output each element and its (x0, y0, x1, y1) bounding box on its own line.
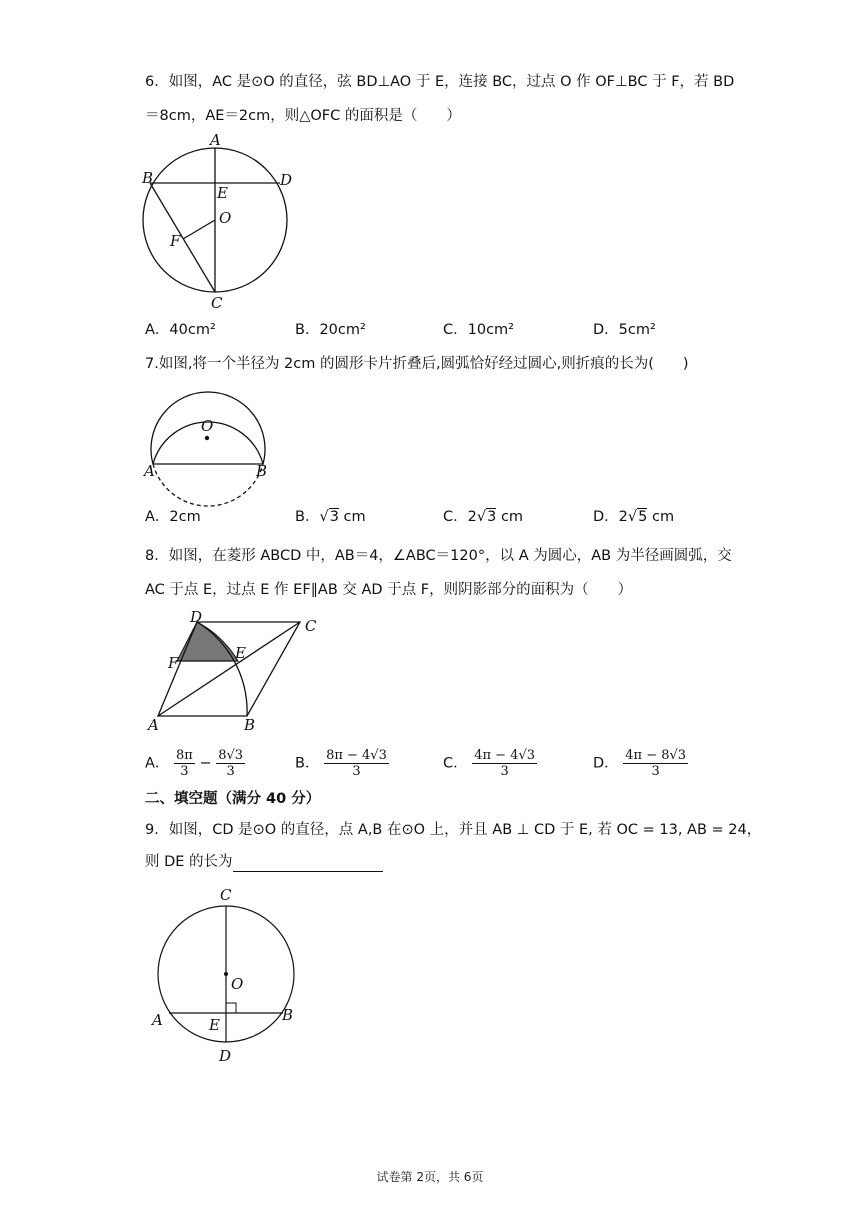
q9-label-e: E (209, 1016, 220, 1034)
q6-option-a: A．40cm² (145, 322, 216, 338)
q7-label-a: A (144, 462, 155, 480)
q8-label-b: B (244, 716, 256, 734)
q6-label-f: F (170, 232, 181, 250)
q8-label-d: D (190, 608, 203, 626)
q8-label-c: C (305, 617, 317, 635)
q7-option-c-coef: 2 (467, 509, 477, 525)
q8-diagonal-ac (158, 622, 300, 716)
q6-text-line1: 6．如图，AC 是⊙O 的直径，弦 BD⊥AO 于 E，连接 BC，过点 O 作 OF⊥BC 于 F，若 BD (145, 74, 735, 90)
q7-option-b-unit: cm (338, 509, 366, 525)
q8-option-b (295, 748, 389, 779)
q9-text-line2-label: 则 DE 的长为 (145, 854, 233, 870)
q8-text-line1: 8．如图，在菱形 ABCD 中，AB＝4，∠ABC＝120°，以 A 为圆心，AB 为半径画圆弧，交 (145, 548, 732, 564)
q7-folded-circle-diagram (140, 378, 280, 498)
q8-text-line2: AC 于点 E，过点 E 作 EF∥AB 交 AD 于点 F，则阴影部分的面积为（ ） (145, 582, 633, 598)
q9-label-a: A (152, 1011, 163, 1029)
q7-option-d-radicand: 5 (638, 509, 648, 525)
q8-option-b-prefix: B． (295, 755, 320, 772)
q6-segment-of (183, 220, 215, 239)
section-2-heading: 二、填空题（满分 40 分） (145, 791, 321, 807)
q8-option-d (593, 748, 688, 779)
q7-option-c: C．2√3 cm (443, 509, 524, 525)
q7-label-b: B (256, 462, 268, 480)
q7-option-d: D．2√5 cm (593, 509, 675, 525)
q8-option-c-prefix: C． (443, 755, 468, 772)
q7-option-c-prefix: C． (443, 509, 468, 525)
q7-center-point (205, 436, 209, 440)
page-footer: 试卷第 2页，共 6页 (376, 1170, 484, 1184)
q8-option-a-frac1: $\frac{8\pi}{3}$ (176, 748, 193, 779)
q6-label-o: O (219, 209, 232, 227)
q9-circle-diagram (145, 882, 315, 1067)
q7-option-b-prefix: B． (295, 509, 320, 525)
q8-shaded-region (177, 622, 238, 661)
q7-option-c-unit: cm (496, 509, 524, 525)
q6-label-d: D (280, 171, 293, 189)
q7-option-c-radicand: 3 (487, 509, 497, 525)
q7-option-b-radicand: 3 (329, 509, 339, 525)
q8-option-a (145, 748, 245, 779)
q8-option-a-frac2: $\frac{8√3}{3}$ (218, 748, 244, 779)
q6-label-e: E (217, 184, 228, 202)
q6-option-c: C．10cm² (443, 322, 514, 338)
q9-right-angle-mark (226, 1003, 236, 1013)
q8-option-c-frac: $\frac{4\pi - 4√3}{3}$ (474, 748, 536, 779)
q6-text-line2: ＝8cm，AE＝2cm，则△OFC 的面积是（ ） (145, 108, 461, 124)
q8-label-a: A (148, 716, 159, 734)
q7-option-d-coef: 2 (618, 509, 628, 525)
q9-label-o: O (231, 975, 244, 993)
q6-circle-diagram (140, 130, 300, 310)
q8-label-f: F (168, 654, 179, 672)
q8-option-c (443, 748, 537, 779)
q7-option-d-unit: cm (647, 509, 675, 525)
q8-option-a-prefix: A． (145, 755, 170, 772)
q8-option-d-prefix: D． (593, 755, 619, 772)
q6-label-b: B (142, 169, 154, 187)
q8-label-e: E (235, 644, 246, 662)
q9-text-line2 (145, 852, 383, 872)
q6-label-a: A (210, 131, 221, 149)
q8-option-b-frac: $\frac{8\pi - 4√3}{3}$ (326, 748, 387, 779)
q8-option-a-minus: − (199, 755, 212, 772)
q9-center-point (224, 972, 228, 976)
q7-text-line1: 7.如图,将一个半径为 2cm 的圆形卡片折叠后,圆弧恰好经过圆心,则折痕的长为( ) (145, 356, 689, 372)
q6-option-d: D．5cm² (593, 322, 656, 338)
q7-option-a: A．2cm (145, 509, 201, 525)
q7-option-d-prefix: D． (593, 509, 619, 525)
q9-label-d: D (219, 1047, 232, 1065)
q6-option-b: B．20cm² (295, 322, 366, 338)
q9-text-line1: 9．如图，CD 是⊙O 的直径，点 A,B 在⊙O 上，并且 AB ⊥ CD 于 E, 若 OC = 13, AB = 24， (145, 822, 762, 838)
q9-label-c: C (220, 886, 232, 904)
q8-option-d-frac: $\frac{4\pi - 8√3}{3}$ (625, 748, 687, 779)
q7-circle-lower-arc-dashed (153, 464, 263, 506)
q7-label-o: O (201, 417, 214, 435)
q9-answer-blank[interactable] (233, 856, 383, 872)
q6-segment-bc (150, 183, 215, 292)
q9-label-b: B (282, 1006, 294, 1024)
q7-option-b: B．√3 cm (295, 509, 366, 525)
q6-label-c: C (211, 294, 223, 312)
q8-rhombus-diagram (140, 608, 330, 737)
